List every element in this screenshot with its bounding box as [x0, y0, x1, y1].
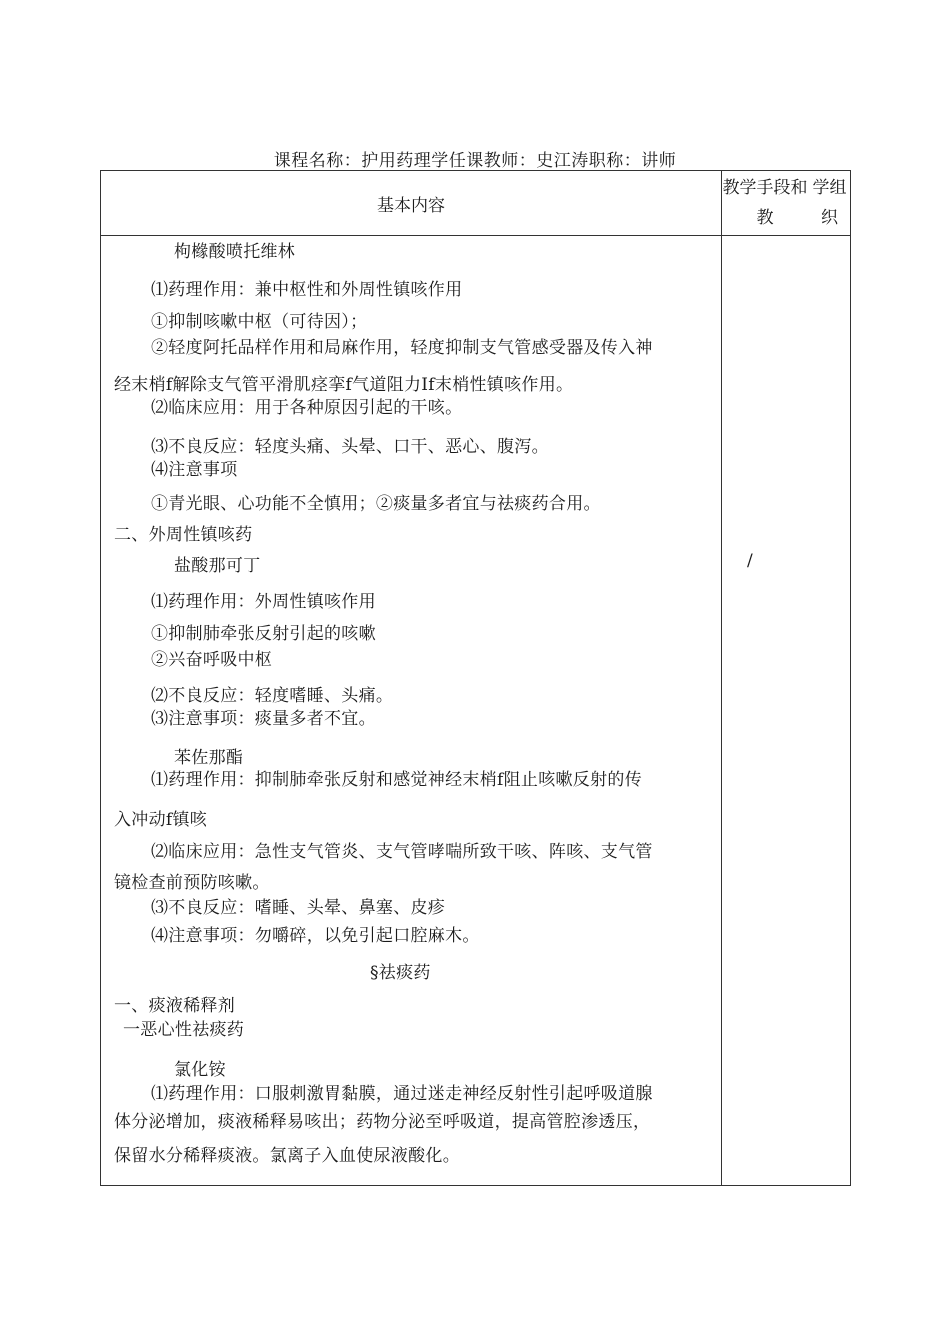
section-heading: 一、痰液稀释剂	[114, 996, 236, 1016]
content-line: ⑷注意事项	[151, 460, 238, 480]
teaching-method-header	[722, 171, 851, 235]
course-header: 课程名称：护用药理学任课教师：史江涛职称：讲师	[273, 151, 677, 171]
drug-name-noscapine: 盐酸那可丁	[174, 556, 261, 576]
content-line: ②轻度阿托品样作用和局麻作用，轻度抑制支气管感受器及传入神	[151, 338, 653, 358]
content-line: ①抑制肺牵张反射引起的咳嗽	[151, 624, 376, 644]
teaching-method-header-line2: 学组织	[812, 178, 847, 228]
content-line: ⑴药理作用：口服刺激胃黏膜，通过迷走神经反射性引起呼吸道腺	[151, 1084, 653, 1104]
content-line: 入冲动f镇咳	[114, 810, 208, 830]
section-title-expectorants: §祛痰药	[370, 963, 431, 983]
teaching-method-header-line1: 教学手段和教	[722, 178, 808, 228]
content-line: ⑵临床应用：急性支气管炎、支气管哮喘所致干咳、阵咳、支气管	[151, 842, 653, 862]
basic-content-header: 基本内容	[377, 195, 445, 216]
content-line: 体分泌增加，痰液稀释易咳出；药物分泌至呼吸道，提高管腔渗透压，	[114, 1112, 651, 1132]
drug-name-pentoxyverine: 枸橼酸喷托维林	[174, 242, 296, 262]
content-line: 保留水分稀释痰液。氯离子入血使尿液酸化。	[114, 1146, 460, 1166]
content-line: ⑶注意事项：痰量多者不宜。	[151, 709, 376, 729]
content-line: ⑵临床应用：用于各种原因引起的干咳。	[151, 398, 463, 418]
content-line: ②兴奋呼吸中枢	[151, 650, 273, 670]
subsection-heading: 一恶心性祛痰药	[123, 1020, 245, 1040]
content-line: ⑴药理作用：外周性镇咳作用	[151, 592, 376, 612]
section-heading: 二、外周性镇咳药	[114, 525, 253, 545]
content-line: ①青光眼、心功能不全慎用；②痰量多者宜与祛痰药合用。	[151, 494, 601, 514]
content-line: ⑴药理作用：兼中枢性和外周性镇咳作用	[151, 280, 463, 300]
content-line: ⑶不良反应：轻度头痛、头晕、口干、恶心、腹泻。	[151, 437, 549, 457]
content-line: ①抑制咳嗽中枢（可待因）；	[151, 312, 368, 332]
drug-name-benzonatate: 苯佐那酯	[174, 748, 244, 768]
content-line: ⑵不良反应：轻度嗜睡、头痛。	[151, 686, 394, 706]
content-line: ⑷注意事项：勿嚼碎，以免引起口腔麻木。	[151, 926, 480, 946]
content-line: ⑴药理作用：抑制肺牵张反射和感觉神经末梢f阻止咳嗽反射的传	[151, 770, 642, 790]
content-line: 镜检查前预防咳嗽。	[114, 873, 270, 893]
lesson-table	[100, 170, 851, 1186]
header-row-divider	[101, 235, 850, 236]
drug-name-ammonium-chloride: 氯化铵	[174, 1060, 226, 1080]
content-line: 经末梢f解除支气管平滑肌痉挛f气道阻力If末梢性镇咳作用。	[114, 375, 574, 395]
content-line: ⑶不良反应：嗜睡、头晕、鼻塞、皮疹	[151, 898, 446, 918]
column-divider	[721, 171, 722, 1185]
teaching-method-value: /	[747, 551, 753, 571]
